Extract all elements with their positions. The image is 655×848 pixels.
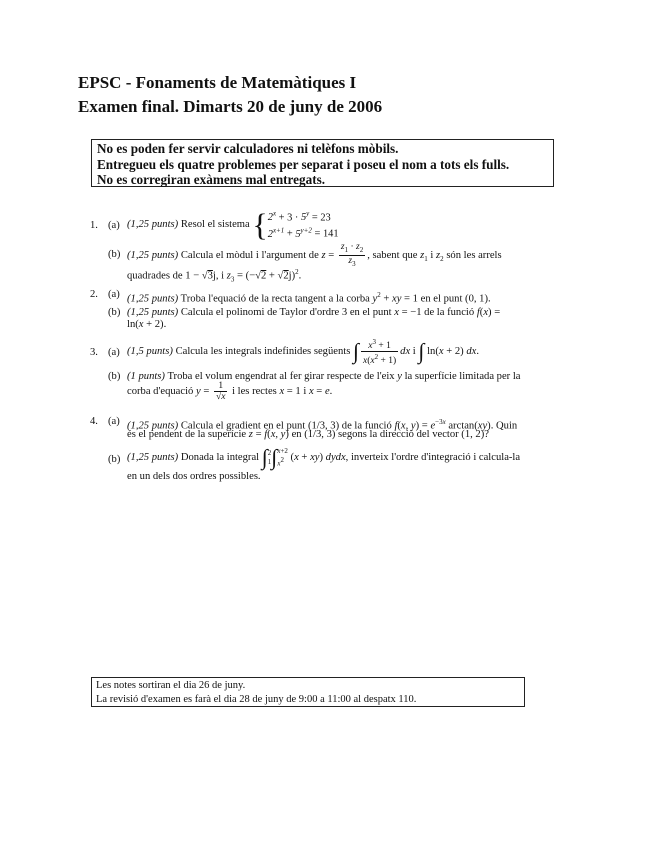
footer-box: [91, 677, 525, 707]
part-label: (b): [108, 249, 121, 260]
problem-4b-cont: en un dels dos ordres possibles.: [127, 471, 261, 482]
problem-3b-cont: corba d'equació y = $\frac{1}{√x}$ i les rectes x = 1 i x = e.: [127, 381, 333, 402]
exam-title: Examen final. Dimarts 20 de juny de 2006: [78, 97, 383, 116]
problem-2b: (1,25 punts) Calcula el polinomi de Taylor d'ordre 3 en el punt x = −1 de la funció f(x) =: [127, 307, 501, 318]
footer-line: Les notes sortiran el dia 26 de juny.: [96, 680, 246, 691]
part-label: (a): [108, 289, 120, 300]
part-label: (a): [108, 416, 120, 427]
instruction-line: No es poden fer servir calculadores ni telèfons mòbils.: [97, 141, 399, 156]
problem-1b-cont: quadrades de 1 − √3j, i $z_3 = (-√2 + √2j)^2$.: [127, 268, 302, 284]
problem-4b: (1,25 punts) Donada la integral ∫ 2 1 ∫ x+2 $x^2$ (x + xy) dydx, inverteix l'ordre d'integració i calcula-la: [127, 444, 521, 470]
part-label: (b): [108, 371, 121, 382]
problem-3b: (1 punts) Troba el volum engendrat al fer girar respecte de l'eix y la superfície limitada per la: [127, 371, 521, 382]
problem-2b-cont: ln(x + 2).: [127, 319, 167, 330]
problem-number: 4.: [90, 416, 98, 427]
instructions-box: [91, 139, 554, 187]
problem-3a: (1,5 punts) Calcula les integrals indefinides següents ∫ $\frac{x^3 + 1}{x(x^2 + 1)}$ dx i ∫ ln(x + 2) dx.: [127, 338, 479, 367]
instruction-line: Entregueu els quatre problemes per separat i poseu el nom a tots els fulls.: [97, 156, 510, 172]
part-label: (b): [108, 307, 121, 318]
problem-4a-cont: és el pendent de la superície z = f(x, y) en (1/3, 3) segons la direcció del vector (1, 2)?: [127, 429, 489, 440]
footer-line: La revisió d'examen es farà el dia 28 de juny de 9:00 a 11:00 al despatx 110.: [96, 694, 417, 705]
problem-4a: (1,25 punts) Calcula el gradient en el punt (1/3, 3) de la funció f(x, $y) = e^{-3x}$ arctan(xy). Quin: [127, 418, 518, 432]
part-label: (b): [108, 454, 121, 465]
problem-number: 1.: [90, 220, 98, 231]
instruction-line: No es corregiran exàmens mal entregats.: [97, 172, 326, 187]
problem-1a: (1,25 punts) Resol el sistema { $2^x + 3 \cdot 5^y = 23$ $2^{x+1} + 5^{y+2} = 141$: [127, 206, 339, 243]
part-label: (a): [108, 347, 120, 358]
problem-2a: (1,25 punts) Troba l'equació de la recta tangent a la corba $y^2$ + xy = 1 en el punt (0, 1).: [127, 291, 491, 305]
problem-number: 2.: [90, 289, 98, 300]
problem-number: 3.: [90, 347, 98, 358]
problem-1b: (1,25 punts) Calcula el mòdul i l'argument de z = $\frac{z_1 \cdot z_2}{z_3}$ , sabent que $z_1$ i $z_2$ són les arrels: [127, 242, 502, 268]
part-label: (a): [108, 220, 120, 231]
course-title: EPSC - Fonaments de Matemàtiques I: [78, 73, 357, 92]
